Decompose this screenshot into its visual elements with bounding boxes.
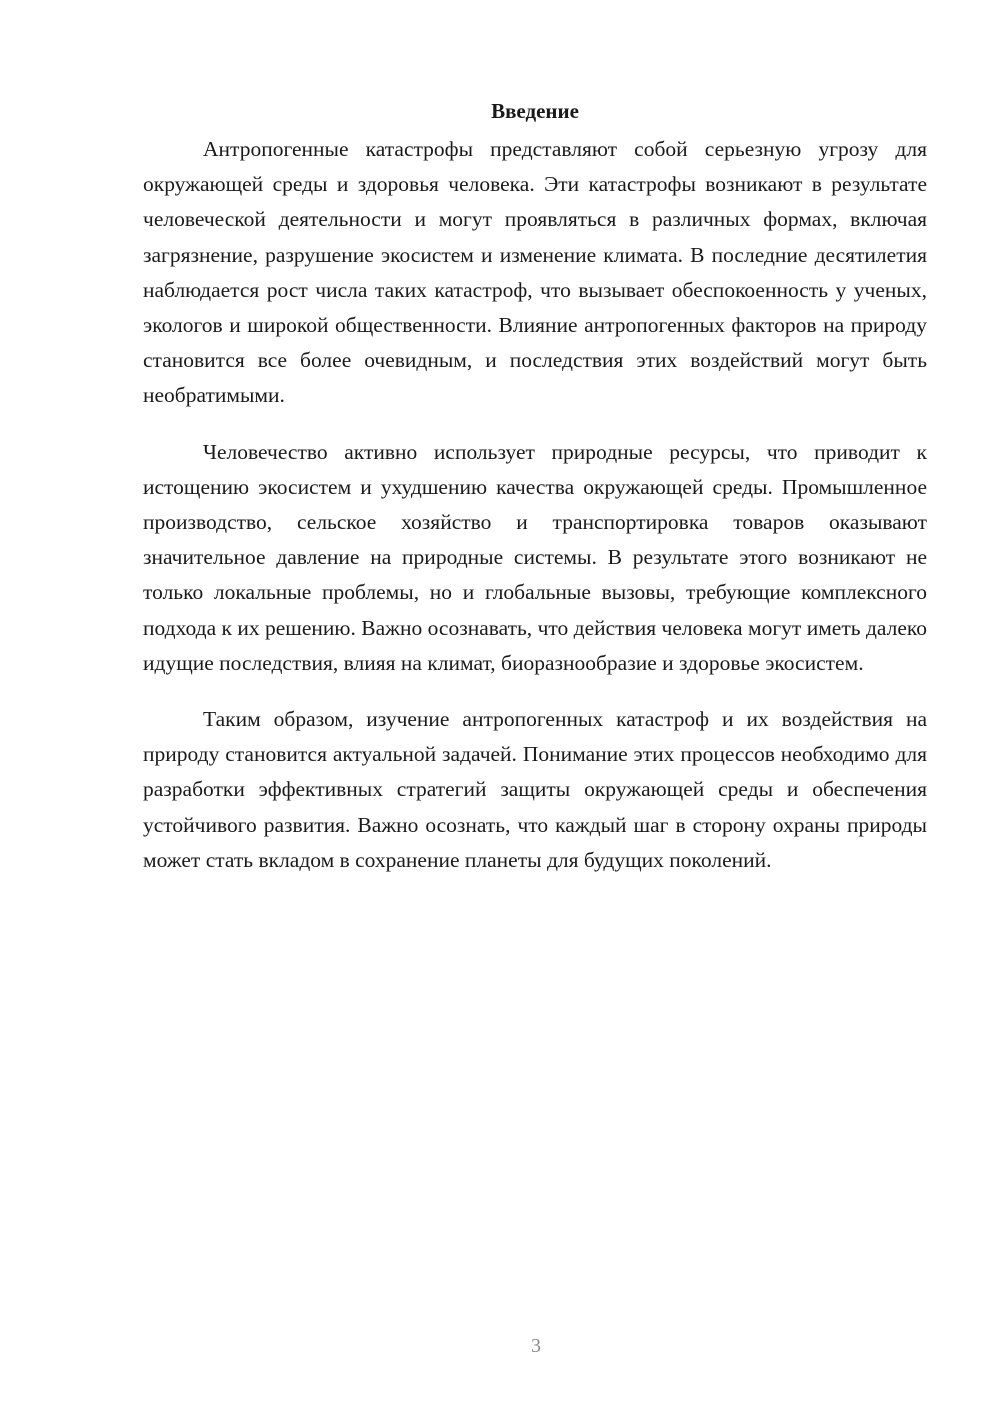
paragraph-3: Таким образом, изучение антропогенных катастроф и их воздействия на природу становится актуальной задачей. Понимание этих процессов необходимо для разработки эффективных стратегий защиты окружающей среды и обеспечения устойчивого развития. Важно осознать, что каждый шаг в сторону охраны природы может стать вкладом в сохранение планеты для будущих поколений. [143,707,927,872]
paragraph-2: Человечество активно использует природные ресурсы, что приводит к истощению экосистем и ухудшению качества окружающей среды. Промышленное производство, сельское хозяйство и транспортировка товаров оказывают значительное давление на природные системы. В результате этого возникают не только локальные проблемы, но и глобальные вызовы, требующие комплексного подхода к их решению. Важно осознавать, что действия человека могут иметь далеко идущие последствия, влияя на климат, биоразнообразие и здоровье экосистем. [143,439,927,675]
paragraph-1: Антропогенные катастрофы представляют собой серьезную угрозу для окружающей среды и здоровья человека. Эти катастрофы возникают в результате человеческой деятельности и могут проявляться в различных формах, включая загрязнение, разрушение экосистем и изменение климата. В последние десятилетия наблюдается рост числа таких катастроф, что вызывает обеспокоенность у ученых, экологов и широкой общественности. Влияние антропогенных факторов на природу становится все более очевидным, и последствия этих воздействий могут быть необратимыми. [143,137,927,408]
page-content [143,96,927,878]
section-heading: Введение [491,99,579,123]
page-number: 3 [531,1335,541,1357]
